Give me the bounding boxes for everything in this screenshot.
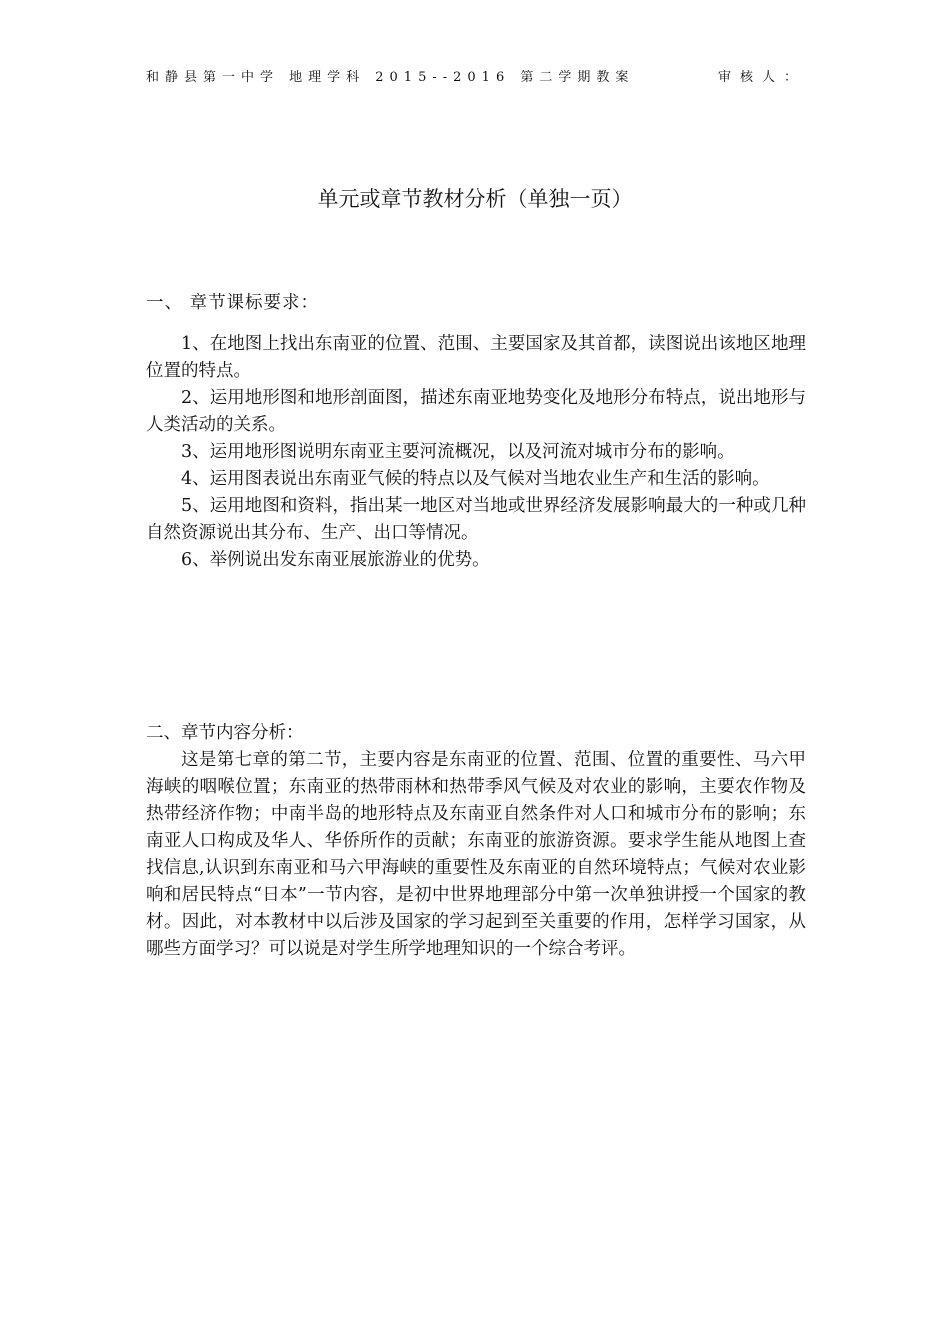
page-header: [146, 66, 806, 88]
header-left-text: 和静县第一中学 地理学科 2015--2016 第二学期教案: [146, 70, 635, 85]
list-item: 5、运用地图和资料，指出某一地区对当地或世界经济发展影响最大的一种或几种自然资源说出其分布、生产、出口等情况。: [146, 496, 806, 543]
section-content-analysis: [146, 720, 806, 963]
section-body-paragraph: 这是第七章的第二节，主要内容是东南亚的位置、范围、位置的重要性、马六甲海峡的咽喉位置；东南亚的热带雨林和热带季风气候及对农业的影响，主要农作物及热带经济作物；中南半岛的地形特点及东南亚自然条件对人口和城市分布的影响；东南亚人口构成及华人、华侨所作的贡献；东南亚的旅游资源。要求学生能从地图上查找信息,认识到东南亚和马六甲海峡的重要性及东南亚的自然环境特点；气候对农业影响和居民特点“日本”一节内容，是初中世界地理部分中第一次单独讲授一个国家的教材。因此，对本教材中以后涉及国家的学习起到至关重要的作用，怎样学习国家，从哪些方面学习？可以说是对学生所学地理知识的一个综合考评。: [146, 750, 806, 959]
list-item: 4、运用图表说出东南亚气候的特点以及气候对当地农业生产和生活的影响。: [181, 469, 770, 489]
section-heading: 二、章节内容分析：: [146, 723, 304, 743]
list-item: 1、在地图上找出东南亚的位置、范围、主要国家及其首都，读图说出该地区地理位置的特点。: [146, 334, 806, 381]
page-title: 单元或章节教材分析（单独一页）: [317, 187, 633, 211]
list-item: 6、举例说出发东南亚展旅游业的优势。: [181, 550, 490, 570]
section-curriculum-requirements: [146, 290, 806, 574]
list-item: 3、运用地形图说明东南亚主要河流概况，以及河流对城市分布的影响。: [181, 442, 735, 462]
header-reviewer-label: 审核人：: [717, 70, 806, 85]
list-item: 2、运用地形图和地形剖面图，描述东南亚地势变化及地形分布特点，说出地形与人类活动的关系。: [146, 388, 806, 435]
section-heading: 一、 章节课标要求：: [146, 293, 320, 313]
